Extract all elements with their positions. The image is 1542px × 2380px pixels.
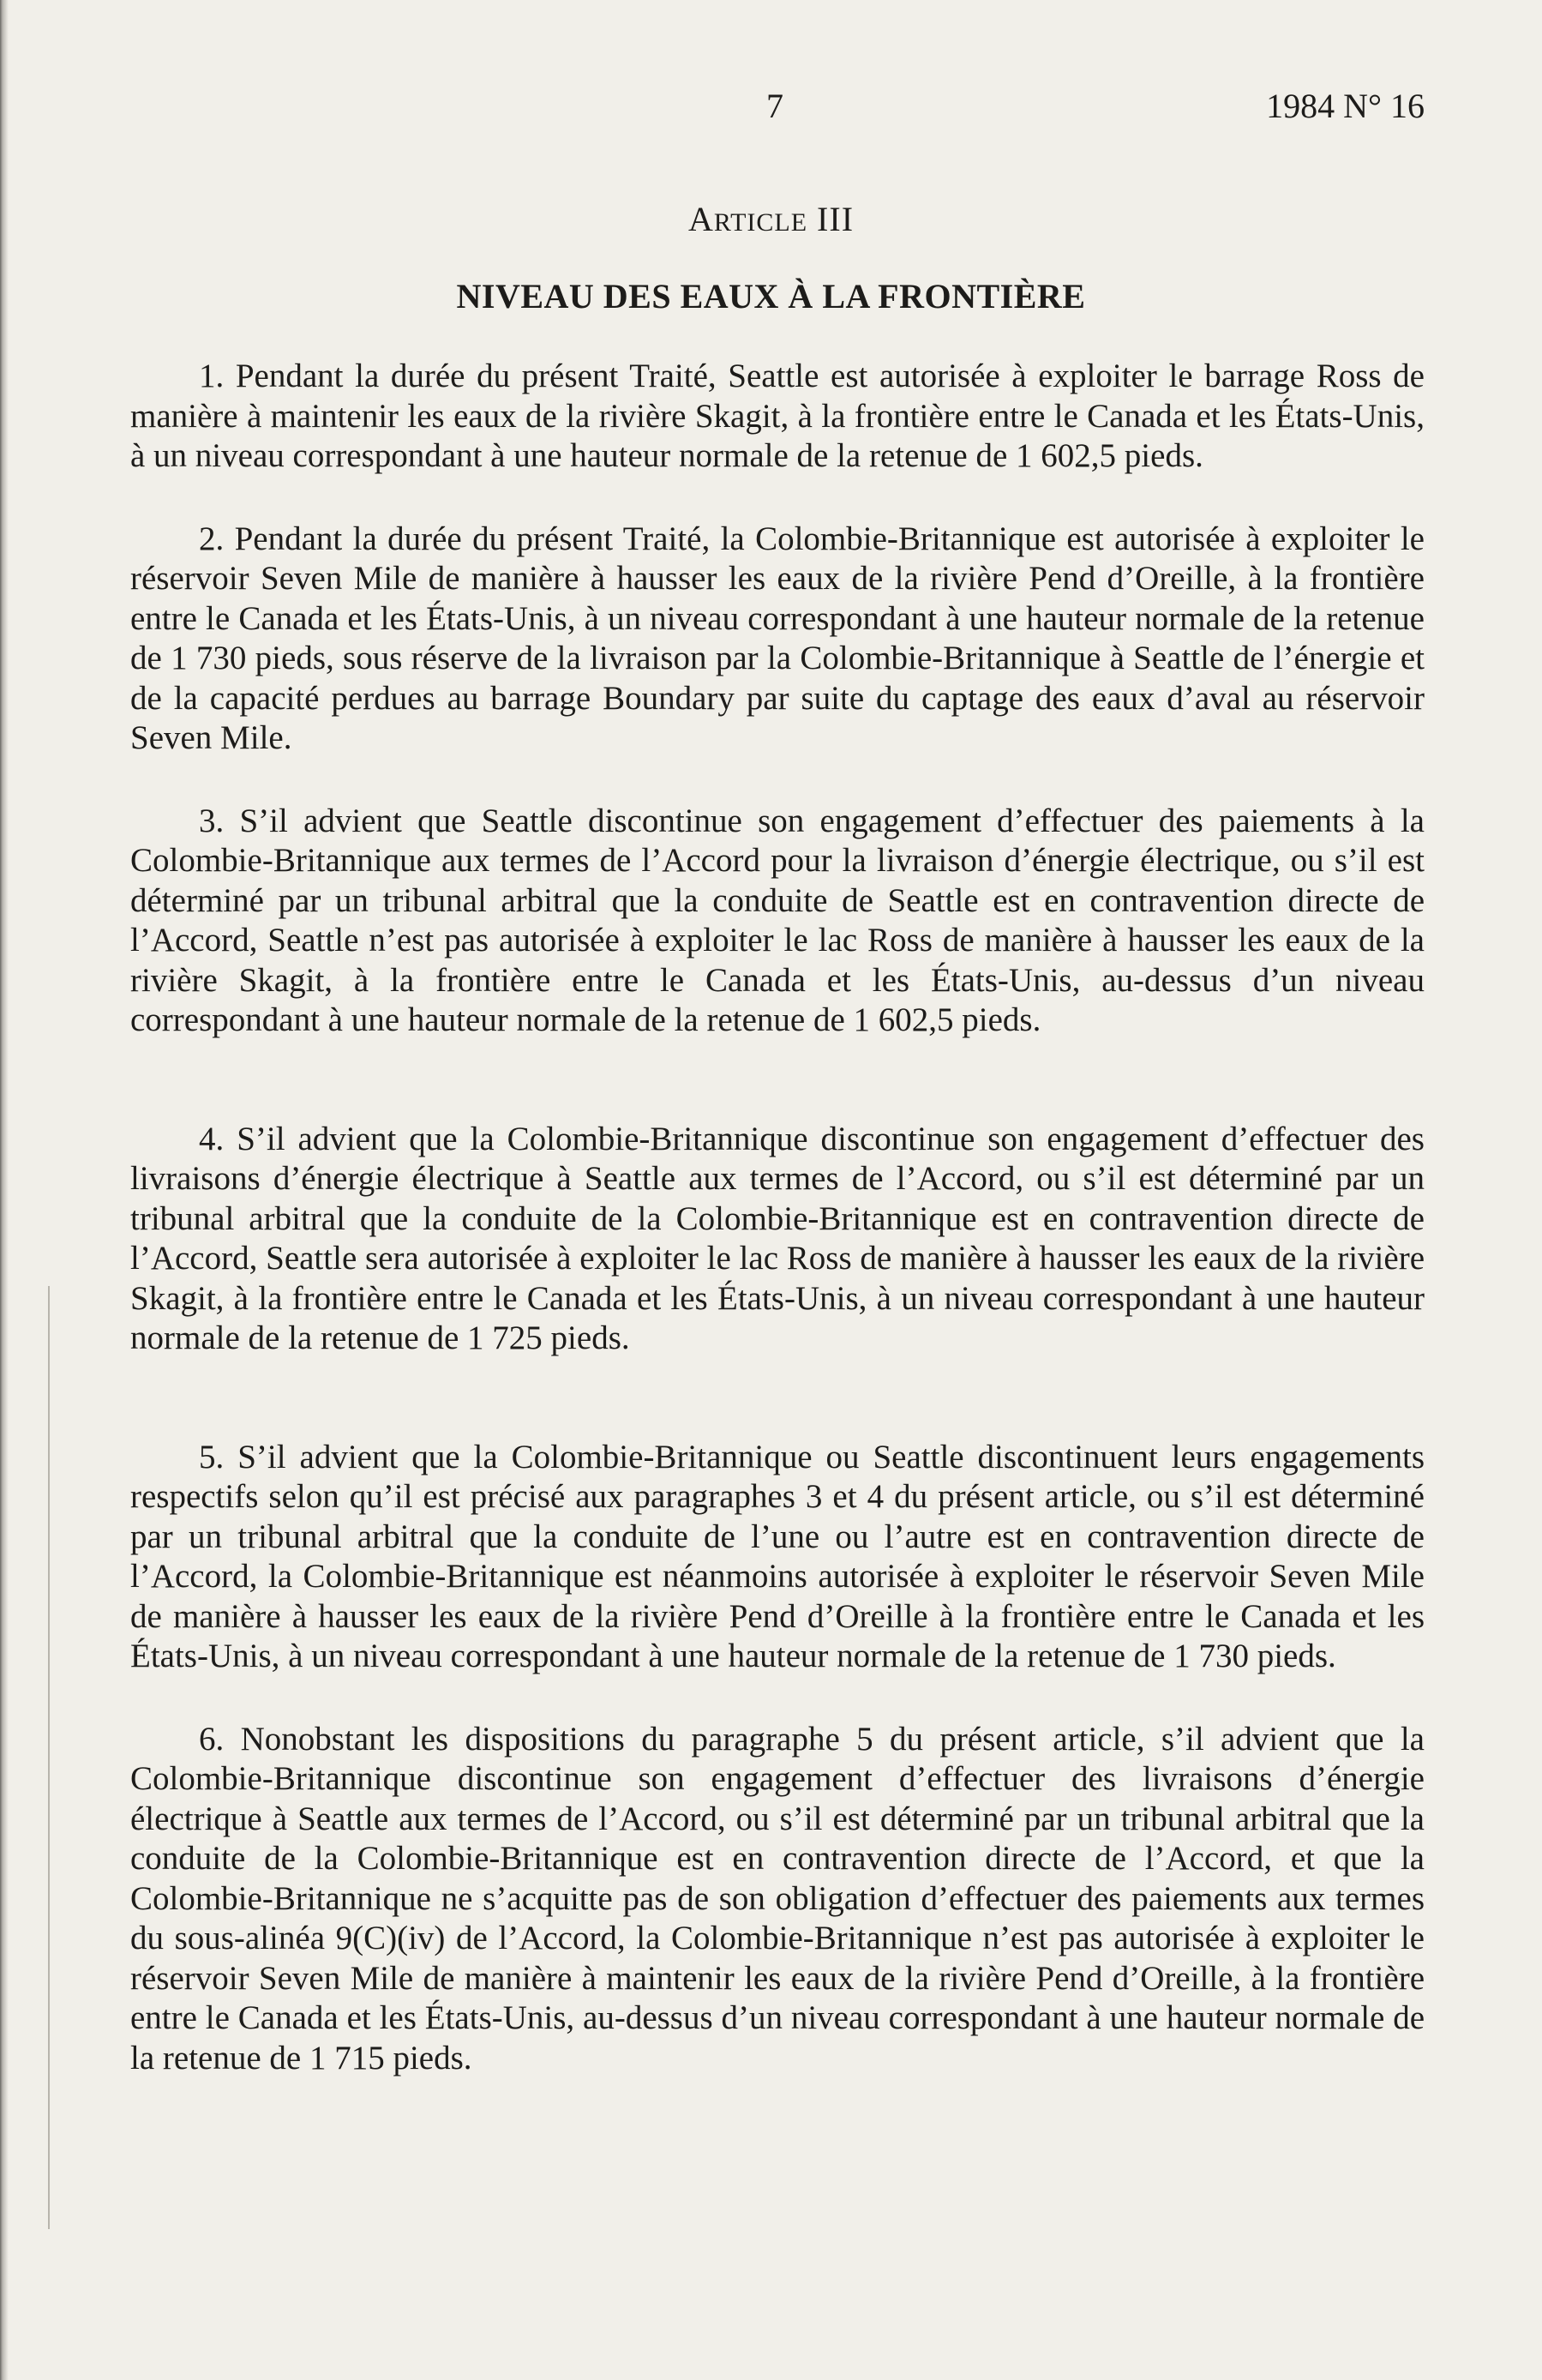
page-number: 7: [766, 87, 783, 125]
article-heading-rest: RTICLE: [713, 208, 808, 237]
page-scan-line: [48, 1286, 50, 2229]
article-heading: [0, 199, 1542, 239]
journal-reference: 1984 N° 16: [1266, 87, 1425, 125]
paragraph-4: 4. S’il advient que la Colombie-Britannique discontinue son engagement d’effectuer des livraisons d’énergie électrique à Seattle aux termes de l’Accord, ou s’il est déterminé par un tribunal arbitral que la conduite de la Colombie-Britannique est en contravention directe de l’Accord, Seattle sera autorisée à exploiter le lac Ross de manière à hausser les eaux de la rivière Skagit, à la frontière entre le Canada et les États-Unis, à un niveau correspondant à une hauteur normale de la retenue de 1 725 pieds.: [130, 1120, 1425, 1356]
page-binding-edge: [0, 0, 9, 2380]
paragraph-3: 3. S’il advient que Seattle discontinue son engagement d’effectuer des paiements à la Colombie-Britannique aux termes de l’Accord pour la livraison d’énergie électrique, ou s’il est déterminé par un tribunal arbitral que la conduite de Seattle est en contravention directe de l’Accord, Seattle n’est pas autorisée à exploiter le lac Ross de manière à hausser les eaux de la rivière Skagit, à la frontière entre le Canada et les États-Unis, au-dessus d’un niveau correspondant à une hauteur normale de la retenue de 1 602,5 pieds.: [130, 802, 1425, 1038]
article-body: [130, 357, 1425, 2121]
paragraph-5: 5. S’il advient que la Colombie-Britannique ou Seattle discontinuent leurs engagements respectifs selon qu’il est précisé aux paragraphes 3 et 4 du présent article, ou s’il est déterminé par un tribunal arbitral que la conduite de l’une ou l’autre est en contravention directe de l’Accord, la Colombie-Britannique est néanmoins autorisée à exploiter le réservoir Seven Mile de manière à hausser les eaux de la rivière Pend d’Oreille à la frontière entre le Canada et les États-Unis, à un niveau correspondant à une hauteur normale de la retenue de 1 730 pieds.: [130, 1438, 1425, 1674]
paragraph-1: 1. Pendant la durée du présent Traité, Seattle est autorisée à exploiter le barrage Ross de manière à maintenir les eaux de la rivière Skagit, à la frontière entre le Canada et les États-Unis, à un niveau correspondant à une hauteur normale de la retenue de 1 602,5 pieds.: [130, 358, 1425, 474]
paragraph-2: 2. Pendant la durée du présent Traité, la Colombie-Britannique est autorisée à exploiter le réservoir Seven Mile de manière à hausser les eaux de la rivière Pend d’Oreille, à la frontière entre le Canada et les États-Unis, à un niveau correspondant à une hauteur normale de la retenue de 1 730 pieds, sous réserve de la livraison par la Colombie-Britannique à Seattle de l’énergie et de la capacité perdues au barrage Boundary par suite du captage des eaux d’aval au réservoir Seven Mile.: [130, 520, 1425, 756]
paragraph-6: 6. Nonobstant les dispositions du paragraphe 5 du présent article, s’il advient que la Colombie-Britannique discontinue son engagement d’effectuer des livraisons d’énergie électrique à Seattle aux termes de l’Accord, ou s’il est déterminé par un tribunal arbitral que la conduite de la Colombie-Britannique est en contravention directe de l’Accord, et que la Colombie-Britannique ne s’acquitte pas de son obligation d’effectuer des paiements aux termes du sous-alinéa 9(C)(iv) de l’Accord, la Colombie-Britannique n’est pas autorisée à exploiter le réservoir Seven Mile de manière à maintenir les eaux de la rivière Pend d’Oreille, à la frontière entre le Canada et les États-Unis, au-dessus d’un niveau correspondant à une hauteur normale de la retenue de 1 715 pieds.: [130, 1720, 1425, 2076]
article-heading-initial: A: [687, 200, 714, 238]
article-number: III: [817, 200, 855, 238]
section-title: NIVEAU DES EAUX À LA FRONTIÈRE: [456, 277, 1086, 316]
page-header: [130, 86, 1425, 137]
